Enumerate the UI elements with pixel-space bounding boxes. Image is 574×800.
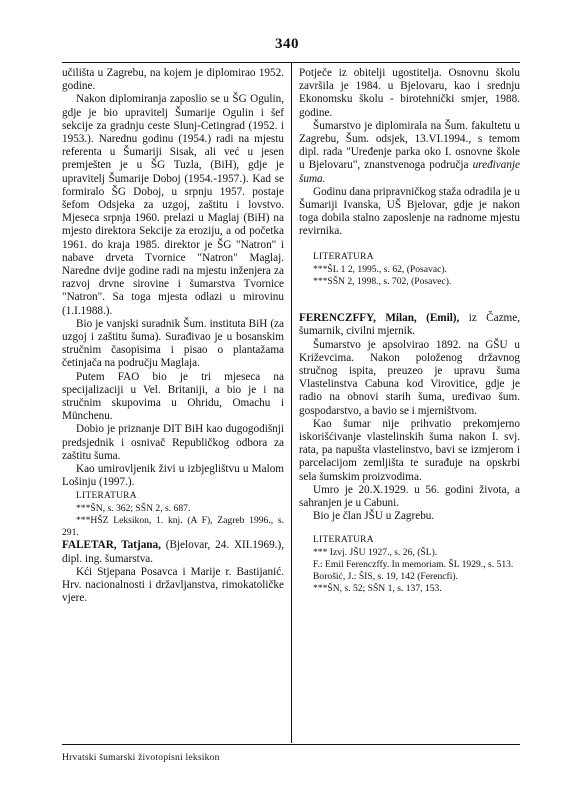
paragraph: Kći Stjepana Posavca i Marije r. Bastijanić. Hrv. nacionalnosti i državljanstva, rimokatoličke vjere.	[62, 565, 284, 605]
paragraph: Putem FAO bio je tri mjeseca na specijalizaciji u Vel. Britaniji, a bio je i na stručnim skupovima u Ohridu, Omachu i Münchenu.	[62, 370, 284, 423]
entry-heading-rest: iz Čazme, šumarnik, civilni mjernik.	[299, 312, 521, 338]
literatura-item: ***SŠN 2, 1998., s. 702, (Posavec).	[313, 276, 452, 288]
literatura-item: *** Izvj. JŠU 1927., s. 26, (ŠL).	[313, 546, 438, 558]
literatura-heading: LITERATURA	[313, 534, 374, 545]
column-divider	[291, 63, 292, 743]
literatura-item: ***ŠN, s. 52; SŠN 1, s. 137, 153.	[313, 583, 442, 595]
entry-heading-ferenczffy	[299, 312, 520, 338]
right-column	[299, 67, 520, 596]
paragraph: Kao šumar nije prihvatio prekomjerno iskorišćivanje vlastelinskih šuma nakon I. svj. rata, pa napušta vlastelinstvo, bavi se izmjerom i parcelacijom zemljišta te surađuje na opskrbi sela šumskim proizvodima.	[299, 417, 520, 483]
footer: Hrvatski šumarski životopisni leksikon	[62, 752, 220, 763]
literatura-item: Borošić, J.: ŠIS, s. 19, 142 (Ferencfi).	[313, 571, 458, 583]
paragraph	[299, 120, 520, 186]
page-number: 340	[275, 36, 299, 52]
paragraph: Kao umirovljenik živi u izbjeglištvu u Malom Lošinju (1997.).	[62, 463, 284, 489]
paragraph: Umro je 20.X.1929. u 56. godini života, a sahranjen je u Cabuni.	[299, 483, 520, 510]
bottom-rule	[62, 744, 520, 745]
entry-heading-rest: (Bjelovar, 24. XII.1969.), dipl. ing. šumarstva.	[62, 539, 284, 565]
italic-field: uređivanje šuma.	[299, 159, 521, 185]
entry-heading-faletar	[62, 539, 284, 565]
literatura-item: F.: Emil Ferenczffy. In memoriam. ŠL 1929., s. 513.	[313, 558, 514, 570]
literatura-item: ***ŠN, s. 362; SŠN 2, s. 687.	[76, 502, 191, 514]
paragraph: Dobio je priznanje DIT BiH kao dugogodišnji predsjednik i osnivač Republičkog odbora za zaštitu šuma.	[62, 423, 284, 462]
paragraph: Godinu dana pripravničkog staža odradila je u Šumariji Ivanska, UŠ Bjelovar, gdje je nakon toga dobila stalno zaposlenje na radnome mjestu revirnika.	[299, 185, 520, 238]
paragraph: Potječe iz obitelji ugostitelja. Osnovnu školu završila je 1984. u Bjelovaru, kao i srednju Ekonomsku školu - birotehnički smjer, 1988. godine.	[299, 67, 520, 119]
paragraph: Bio je vanjski suradnik Šum. instituta BiH (za uzgoj i zaštitu šuma). Surađivao je u bosanskim stručnim časopisima i pisao o plantažama četinjača na području Maglaja.	[62, 317, 284, 370]
entry-name: FERENCZFFY, Milan, (Emil),	[299, 312, 460, 325]
entry-name: FALETAR, Tatjana,	[62, 539, 161, 552]
paragraph: Nakon diplomiranja zaposlio se u ŠG Ogulin, gdje je bio upravitelj Šumarije Ogulin i šef sekcije za gradnju ceste Slunj-Cetingrad (1952. i 1953.). Narednu godinu (1954.) radi na mjestu referenta u Šumariji Sisak, ali već u jesen premješten je u ŠG Tuzla, (BiH), gdje je upravitelj Šumarije Doboj (1954.-1957.). Kad se formiralo ŠG Doboj, u srpnju 1957. postaje šefom Odsjeka za uzgoj, zaštitu i lovstvo. Mjeseca srpnja 1960. prelazi u Maglaj (BiH) na mjesto direktora Sekcije za eroziju, a od početka 1961. do kraja 1985. direktor je ŠG "Natron" i nabave drveta Tvornice "Natron" Maglaj. Naredne dvije godine radi na mjestu inženjera za razvoj drvne sirovine i šumarstva Tvornice "Natron". Sa toga mjesta odlazi u mirovinu (1.I.1988.).	[62, 93, 284, 317]
literatura-item: ***HŠZ Leksikon, 1. knj. (A F), Zagreb 1996., s. 291.	[62, 514, 284, 539]
paragraph: Bio je član JŠU u Zagrebu.	[313, 510, 435, 523]
paragraph: Šumarstvo je apsolvirao 1892. na GŠU u Križevcima. Nakon položenog državnog stručnog ispita, preuzeo je upravu šuma Vlastelinstva Cabuna kod Virovitice, gdje je radio na obnovi starih šuma, uređivao šum. gospodarstvo, a bavio se i mjerništvom.	[299, 338, 520, 417]
literatura-heading: LITERATURA	[76, 490, 137, 501]
paragraph: učilišta u Zagrebu, na kojem je diplomirao 1952. godine.	[62, 67, 284, 93]
literatura-item: ***ŠL 1 2, 1995., s. 62, (Posavac).	[313, 263, 447, 275]
paragraph-text: Šumarstvo je diplomirala na Šum. fakultetu u Zagrebu, Šum. odsjek, 13.VI.1994., s temom dipl. rada "Uređenje parka oko I. osnovne škole u Bjelovaru", znanstvenoga područja	[299, 119, 520, 172]
left-column	[62, 67, 284, 605]
literatura-heading: LITERATURA	[313, 251, 374, 262]
